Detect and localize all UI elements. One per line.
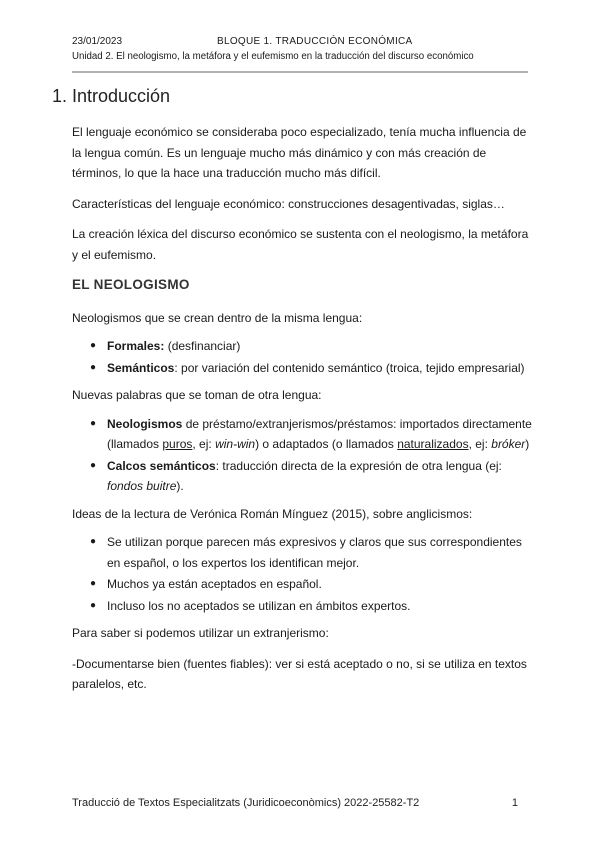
list-item-text: Muchos ya están aceptados en español.: [107, 577, 322, 591]
list-item: [90, 358, 532, 379]
italic-example: win-win: [215, 437, 256, 451]
list-internal-neologisms: [72, 336, 532, 378]
list-item-text: Se utilizan porque parecen más expresivos y claros que sus correspondientes en español, o los expertos los identifican mejor.: [107, 535, 522, 570]
documentarse-paragraph: -Documentarse bien (fuentes fiables): ver si está aceptado o no, si se utiliza en textos paralelos, etc.: [72, 656, 527, 691]
bullet-icon: ●: [90, 340, 97, 351]
bullet-icon: ●: [90, 361, 97, 373]
bullet-icon: ●: [90, 599, 97, 611]
document-body: [52, 86, 532, 705]
list-item-term: Neologismos: [107, 416, 183, 431]
intro-paragraph-2: Características del lenguaje económico: construcciones desagentivadas, siglas…: [72, 196, 505, 211]
page-footer: [72, 797, 518, 809]
list-item-text: de préstamo/extranjerismos/préstamos: importados directamente (llamados: [107, 416, 532, 451]
bullet-icon: ●: [90, 578, 97, 589]
page-number: 1: [511, 797, 518, 809]
list-item-text: Incluso los no aceptados se utilizan en ámbitos expertos.: [107, 598, 411, 613]
list-item-term: Semánticos: [107, 360, 175, 375]
bullet-icon: ●: [90, 417, 97, 429]
list-item-term: Calcos semánticos: [107, 458, 216, 473]
header-date: 23/01/2023: [72, 36, 123, 47]
list-item: [90, 456, 532, 497]
list-item-text: : por variación del contenido semántico (troica, tejido empresarial): [174, 360, 525, 375]
bullet-icon: ●: [90, 536, 97, 547]
list2-intro: Nuevas palabras que se toman de otra lengua:: [72, 388, 322, 402]
section-title: 1. Introducción: [52, 86, 171, 106]
list-item-text: ): [525, 437, 530, 451]
list-item: [90, 336, 532, 357]
list3-intro: Ideas de la lectura de Verónica Román Mínguez (2015), sobre anglicismos:: [72, 506, 473, 521]
list-item-term: Formales:: [107, 339, 165, 353]
list-item-text: , ej:: [468, 437, 492, 451]
underlined-term: naturalizados: [397, 437, 469, 451]
list-item-text: : traducción directa de la expresión de otra lengua (ej:: [215, 458, 502, 473]
list-item: [90, 414, 532, 455]
list-anglicisms: [72, 532, 532, 616]
list-item-text: (desfinanciar): [164, 339, 241, 353]
list-item: [90, 596, 532, 617]
list-item-text: ).: [176, 479, 184, 493]
list-item-text: , ej:: [192, 437, 216, 451]
list1-intro: Neologismos que se crean dentro de la misma lengua:: [72, 310, 363, 325]
intro-paragraph-3: La creación léxica del discurso económico se sustenta con el neologismo, la metáfora y el eufemismo.: [72, 227, 529, 262]
neologismo-heading: EL NEOLOGISMO: [72, 277, 190, 292]
italic-example: fondos buitre: [107, 479, 177, 493]
intro-paragraph-1: El lenguaje económico se consideraba poco especializado, tenía mucha influencia de la lengua común. Es un lenguaje mucho más dinámico y con más creación de términos, lo que la hace una traducción mucho más difícil.: [72, 125, 527, 180]
header-block-title: BLOQUE 1. TRADUCCIÓN ECONÓMICA: [217, 36, 413, 47]
list-item: [90, 574, 532, 595]
extranjerismo-paragraph: Para saber si podemos utilizar un extranjerismo:: [72, 626, 329, 640]
header-unit-title: Unidad 2. El neologismo, la metáfora y el eufemismo en la traducción del discurso económico: [72, 51, 474, 62]
list-item: [90, 532, 532, 573]
underlined-term: puros: [162, 437, 193, 451]
list-foreign-words: [72, 414, 532, 497]
page-header: [72, 36, 528, 62]
italic-example: bróker: [491, 437, 526, 451]
footer-course: Traducció de Textos Especialitzats (Juridicoeconòmics) 2022-25582-T2: [72, 797, 420, 809]
header-divider: [72, 71, 528, 73]
bullet-icon: ●: [90, 459, 97, 471]
list-item-text: ) o adaptados (o llamados: [255, 437, 398, 451]
